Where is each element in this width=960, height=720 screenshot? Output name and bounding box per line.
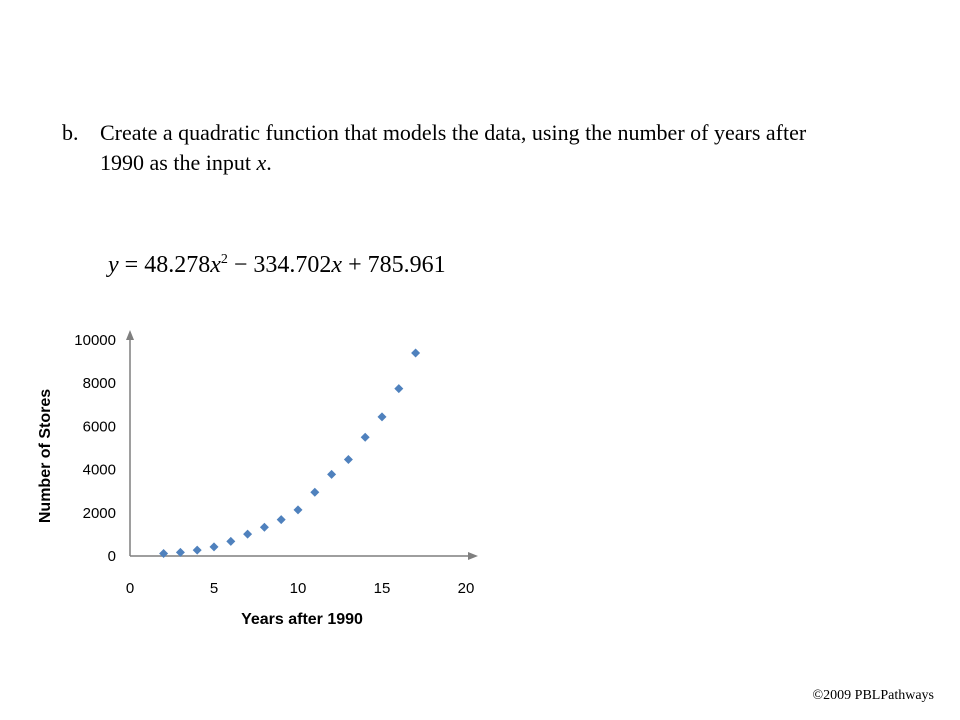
x-tick-label: 5	[209, 580, 219, 597]
problem-text-end: .	[266, 150, 272, 175]
data-point	[344, 455, 353, 464]
x-tick-label: 15	[373, 580, 391, 597]
y-axis-arrow	[126, 330, 134, 340]
chart-tick-labels	[74, 332, 474, 597]
problem-text-variable: x	[256, 150, 267, 175]
data-point	[310, 488, 319, 497]
chart-points	[159, 348, 420, 558]
chart-axes	[126, 330, 478, 560]
equation-x2: x	[331, 252, 343, 278]
data-point	[243, 530, 252, 539]
y-axis-title: Number of Stores	[37, 388, 54, 524]
scatter-chart	[30, 322, 490, 642]
copyright-notice: ©2009 PBLPathways	[812, 688, 934, 703]
data-point	[327, 470, 336, 479]
equation-eq: = 48.278	[118, 252, 211, 278]
x-tick-label: 20	[457, 580, 475, 597]
equation-y: y	[108, 252, 119, 278]
x-tick-label: 10	[289, 580, 307, 597]
data-point	[361, 433, 370, 442]
equation-exponent: 2	[220, 252, 228, 267]
data-point	[226, 537, 235, 546]
data-point	[210, 542, 219, 551]
data-point	[260, 523, 269, 532]
data-point	[294, 505, 303, 514]
problem-text-main: Create a quadratic function that models the data, using the number of years after 1990 as the input	[100, 120, 807, 175]
equation-x1: x	[210, 252, 221, 278]
y-tick-label: 6000	[82, 418, 116, 436]
problem-label: b.	[62, 120, 79, 145]
y-tick-label: 8000	[82, 375, 116, 393]
problem-text	[100, 118, 840, 178]
y-tick-label: 10000	[74, 332, 116, 349]
equation-mid: − 334.702	[227, 252, 332, 278]
y-tick-label: 0	[107, 548, 116, 565]
data-point	[378, 412, 387, 421]
x-axis-title: Years after 1990	[241, 611, 363, 628]
y-tick-label: 2000	[82, 504, 116, 522]
data-point	[193, 546, 202, 555]
data-point	[411, 348, 420, 357]
x-tick-label: 0	[125, 580, 135, 597]
y-tick-label: 4000	[82, 461, 116, 479]
quadratic-equation	[108, 252, 446, 279]
data-point	[394, 384, 403, 393]
x-axis-arrow	[468, 552, 478, 560]
data-point	[277, 515, 286, 524]
equation-end: + 785.961	[342, 252, 446, 278]
